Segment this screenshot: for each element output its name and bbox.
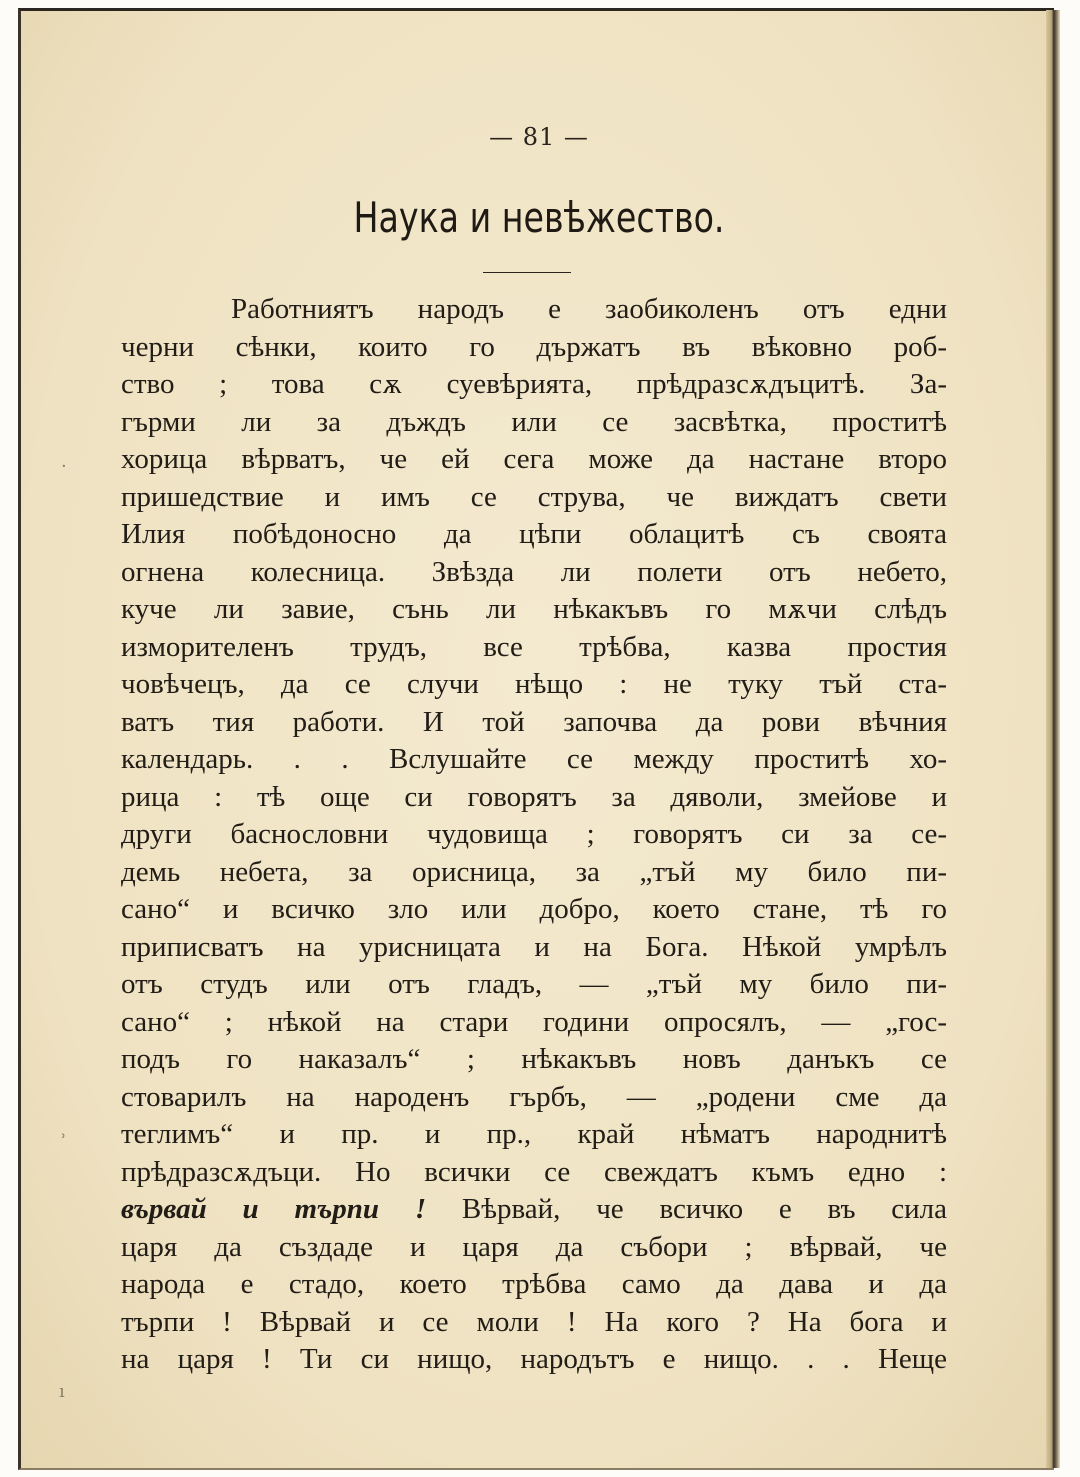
- text-line: подъ го наказалъ“ ; нѣкакъвъ новъ данъкъ се: [121, 1043, 947, 1075]
- text-line: сано“ и всичко зло или добро, което стане, тѣ го: [121, 893, 947, 925]
- text-line: сано“ ; нѣкой на стари години опросялъ, — „гос-: [121, 1005, 947, 1038]
- page-binding-edge: [1046, 10, 1060, 1468]
- text-line: прѣдразсѫдъци. Но всички се свеждатъ къмъ едно :: [121, 1155, 947, 1188]
- text-line: отъ студъ или отъ гладъ, — „тъй му било пи-: [121, 968, 947, 1000]
- emphasis-line-rest: Вѣрвай, че всичко е въ сила: [426, 1193, 948, 1225]
- text-line: народа е стадо, което трѣбва само да дава и да: [121, 1268, 947, 1300]
- text-line: ство ; това сѫ суевѣрията, прѣдразсѫдъцитѣ. За-: [121, 368, 947, 400]
- page-number: — 81 —: [489, 123, 589, 151]
- text-line: черни сѣнки, които го държатъ въ вѣковно роб-: [121, 330, 947, 363]
- margin-speck: ʾ: [61, 1131, 67, 1152]
- text-line: на царя ! Ти си нищо, народътъ е нищо. . . Неще: [121, 1343, 947, 1375]
- text-line: огнена колесница. Звѣзда ли полети отъ небето,: [121, 555, 947, 588]
- text-line: ватъ тия работи. И той започва да рови вѣчния: [121, 705, 947, 738]
- text-line: други баснословни чудовища ; говорятъ си за се-: [121, 818, 947, 850]
- text-line: царя да създаде и царя да събори ; вѣрвай, че: [121, 1230, 947, 1263]
- text-line: стоварилъ на народенъ гърбъ, — „родени сме да: [121, 1080, 947, 1113]
- text-line: гърми ли за дъждъ или се засвѣтка, проститѣ: [121, 405, 947, 438]
- text-line: пришедствие и имъ се струва, че виждатъ свети: [121, 480, 947, 513]
- text-line: изморителенъ трудъ, все трѣбва, казва простия: [121, 630, 947, 663]
- text-line: Работниятъ народъ е заобиколенъ отъ едни: [231, 293, 947, 325]
- chapter-title: Наука и невѣжество.: [353, 193, 725, 242]
- text-line: куче ли завие, сънь ли нѣкакъвъ го мѫчи слѣдъ: [121, 593, 947, 625]
- margin-speck: ı: [59, 1381, 65, 1402]
- body-text: [121, 291, 947, 1379]
- title-divider: [483, 272, 571, 273]
- emphasized-phrase: вървай и търпи !: [121, 1193, 427, 1225]
- book-page: [18, 8, 1054, 1470]
- text-line: демь небета, за орисница, за „тъй му било пи-: [121, 855, 947, 888]
- margin-speck: ·: [61, 456, 67, 477]
- text-line: Илия побѣдоносно да цѣпи облацитѣ съ своята: [121, 518, 947, 550]
- text-line: търпи ! Вѣрвай и се моли ! На кого ? На бога и: [121, 1305, 947, 1338]
- text-line: рица : тѣ още си говорятъ за дяволи, змейове и: [121, 780, 947, 813]
- text-line: човѣчецъ, да се случи нѣщо : не туку тъй ста-: [121, 668, 947, 700]
- text-line: хорица вѣрватъ, че ей сега може да настане второ: [121, 443, 947, 475]
- text-line: приписватъ на урисницата и на Бога. Нѣкой умрѣлъ: [121, 930, 947, 963]
- text-line: календарь. . . Вслушайте се между проститѣ хо-: [121, 743, 947, 775]
- text-line: теглимъ“ и пр. и пр., край нѣматъ народнитѣ: [121, 1118, 947, 1150]
- text-line-emphasis: [121, 1191, 947, 1229]
